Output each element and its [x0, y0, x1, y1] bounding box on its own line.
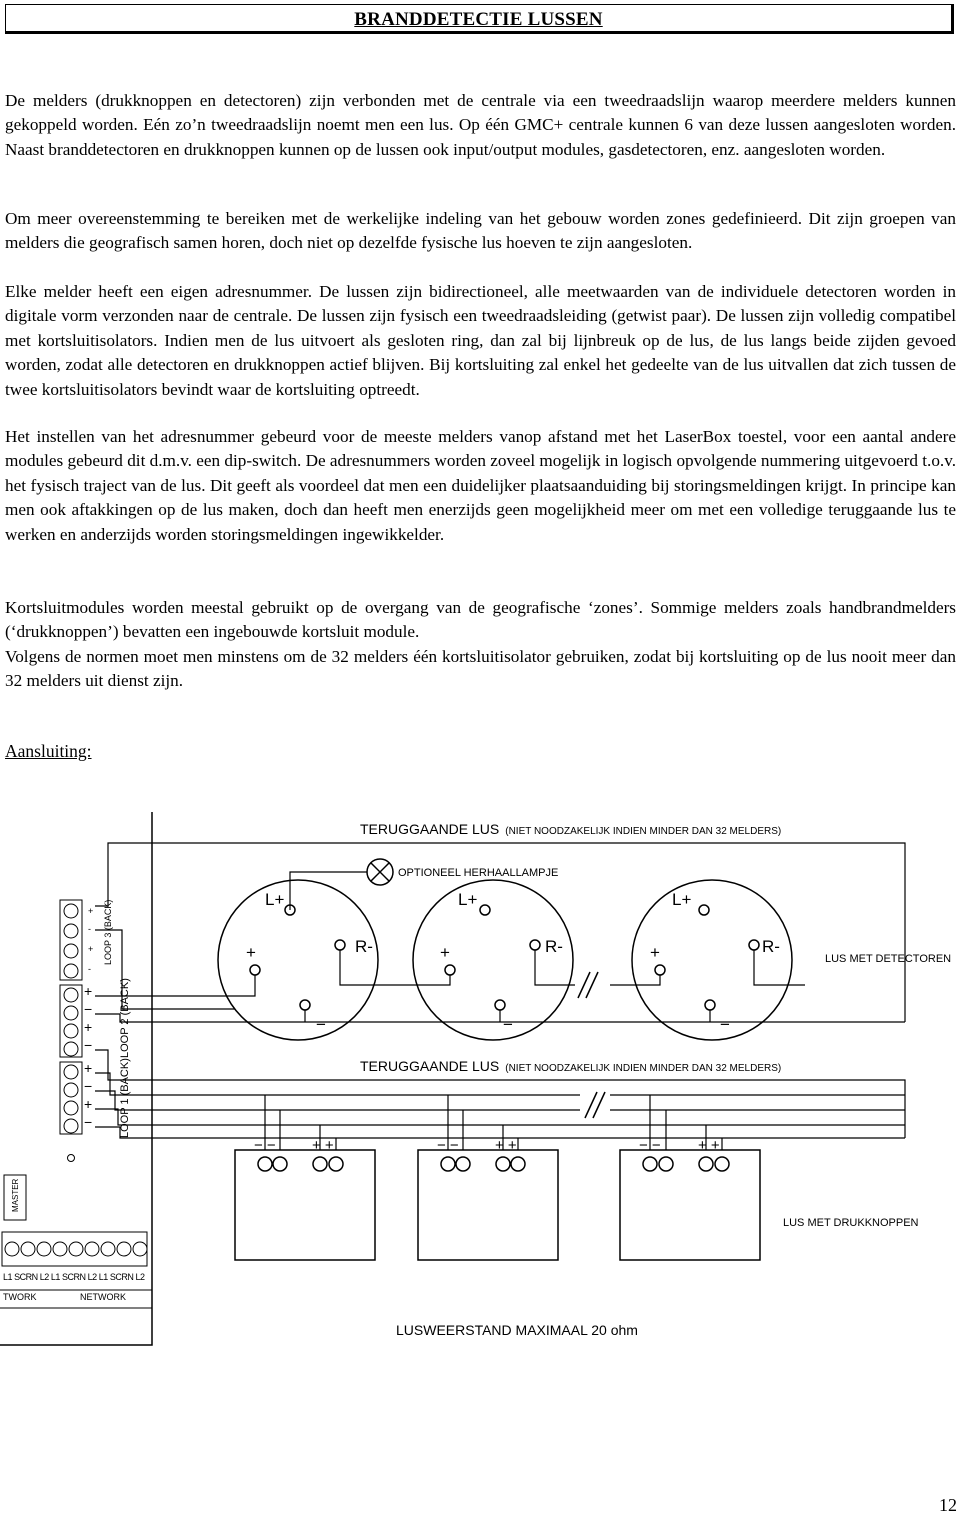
paragraph-short-circuit-modules: Kortsluitmodules worden meestal gebruikt op de overgang van de geografische ‘zones’. Sommige melders zoals handbrandmelders (‘drukknoppen’) bevatten een ingebouwde kortsluit module. [5, 598, 956, 642]
svg-text:+: + [84, 1096, 93, 1112]
page-number: 12 [939, 1495, 957, 1515]
svg-text:-: - [88, 924, 91, 934]
paragraph-intro: De melders (drukknoppen en detectoren) zijn verbonden met de centrale via een tweedraadslijn waarop meerdere melders kunnen gekoppeld worden. Eén zo’n tweedraadslijn noemt men een lus. Op één GMC+ centrale kunnen 6 van deze lussen aangesloten worden. Naast branddetectoren en drukknoppen kunnen op de lussen ook input/output modules, gasdetectoren, enz. aangesloten worden. [5, 91, 956, 159]
return-loop-label-top: TERUGGAANDE LUS (NIET NOODZAKELIJK INDIEN MINDER DAN 32 MELDERS) [360, 821, 782, 837]
terminal-polarity-signs [84, 906, 93, 1130]
terminal-labels: L1 SCRN L2 L1 SCRN L2 L1 SCRN L2 [3, 1272, 145, 1282]
master-label: MASTER [11, 1178, 20, 1212]
svg-text:+: + [84, 1060, 93, 1076]
paragraph-address-setting: Het instellen van het adresnummer gebeurd voor de meeste melders vanop afstand met het LaserBox toestel, voor een aantal andere modules gebeurd dit d.m.v. een dip-switch. De adresnummers worden zoveel mogelijk in logisch opvolgende nummering uitgevoerd t.o.v. het fysisch traject van de lus. Dit geeft als voordeel dat men een duidelijker plaatsaanduiding bij storingsmeldingen krijgt. In principe kan men ook aftakkingen op de lus maken, doch dan heeft men enerzijds geen mogelijkheid meer om met een volledige teruggaande lus te werken en anderzijds worden storingsmeldingen ingewikkelder. [5, 427, 956, 544]
svg-text:R-: R- [355, 937, 373, 956]
svg-text:+: + [650, 943, 660, 962]
svg-text:−: − [720, 1015, 730, 1034]
call-point-1 [235, 1150, 375, 1260]
resistance-note: LUSWEERSTAND MAXIMAAL 20 ohm [396, 1322, 638, 1338]
svg-text:− −: − − [437, 1137, 459, 1154]
svg-text:+: + [84, 1019, 93, 1035]
call-point-2 [418, 1150, 558, 1260]
loop1-terminals [60, 1062, 82, 1134]
paragraph-addresses: Elke melder heeft een eigen adresnummer. De lussen zijn bidirectioneel, alle meetwaarden van de individuele detectoren worden in digitale vorm verzonden naar de centrale. De lussen zijn fysisch een tweedraadsleiding (getwist paar). De lussen zijn volledig compatibel met kortsluitisolators. Indien men de lus uitvoert als gesloten ring, dan zal bij lijnbreuk op de lus, de lus langs beide zijden gevoed worden, zodat alle detectoren en drukknoppen actief blijven. Bij kortsluiting zal enkel het gedeelte van de lus uitvallen dat zich tussen de twee kortsluitisolators bevindt waar de kortsluiting optreedt. [5, 282, 956, 399]
button-loop-label: LUS MET DRUKKNOPPEN [783, 1217, 919, 1229]
wiring-diagram [0, 800, 960, 1360]
detector-base-1 [218, 880, 378, 1040]
loop3-terminals [60, 900, 82, 980]
svg-text:+: + [88, 906, 94, 916]
detector-loop-break [578, 972, 598, 998]
svg-text:+: + [246, 943, 256, 962]
svg-text:+ +: + + [495, 1137, 517, 1154]
svg-text:-: - [88, 964, 91, 974]
svg-text:R-: R- [762, 937, 780, 956]
section-heading: Aansluiting: [5, 741, 92, 761]
svg-text:L+: L+ [458, 890, 478, 909]
svg-text:− −: − − [254, 1137, 276, 1154]
svg-text:R-: R- [545, 937, 563, 956]
svg-text:−: − [84, 1114, 93, 1130]
svg-text:+: + [440, 943, 450, 962]
svg-text:−: − [84, 1037, 93, 1053]
svg-text:+: + [88, 944, 94, 954]
detector-base-2 [413, 880, 573, 1040]
svg-text:−: − [84, 1078, 93, 1094]
svg-text:−: − [503, 1015, 513, 1034]
svg-text:− −: − − [639, 1137, 661, 1154]
return-loop-label-bottom: TERUGGAANDE LUS (NIET NOODZAKELIJK INDIEN MINDER DAN 32 MELDERS) [360, 1058, 782, 1074]
network-left-label: TWORK [3, 1292, 37, 1302]
loop2-label: LOOP 2 (BACK) [119, 978, 131, 1058]
svg-text:+ +: + + [698, 1137, 720, 1154]
svg-text:−: − [84, 1001, 93, 1017]
panel-screw [68, 1155, 75, 1162]
paragraph-zones: Om meer overeenstemming te bereiken met de werkelijke indeling van het gebouw worden zones gedefinieerd. Dit zijn groepen van melders die geografisch samen horen, doch niet op dezelfde fysische lus hoeven te zijn aangesloten. [5, 209, 956, 253]
detector-loop-wires [95, 930, 905, 1022]
button-loop-break [585, 1092, 605, 1118]
call-point-polarity-signs [254, 1137, 720, 1154]
network-terminal-strip [2, 1232, 147, 1266]
loop1-label: LOOP 1 (BACK) [119, 1058, 131, 1138]
detector-loop-label: LUS MET DETECTOREN [825, 953, 952, 965]
page-title-box [5, 4, 954, 34]
svg-text:+ +: + + [312, 1137, 334, 1154]
loop3-label: LOOP 3 (BACK) [103, 899, 113, 965]
svg-text:−: − [316, 1015, 326, 1034]
svg-text:L+: L+ [265, 890, 285, 909]
loop2-terminals [60, 985, 82, 1057]
optional-lamp-label: OPTIONEEL HERHAALLAMPJE [398, 867, 559, 879]
svg-text:L+: L+ [672, 890, 692, 909]
network-right-label: NETWORK [80, 1292, 126, 1302]
svg-text:+: + [84, 983, 93, 999]
call-point-3 [620, 1150, 760, 1260]
page-title: BRANDDETECTIE LUSSEN [354, 9, 603, 30]
paragraph-standards: Volgens de normen moet men minstens om de 32 melders één kortsluitisolator gebruiken, zodat bij kortsluiting op de lus nooit meer dan 32 melders uit dienst zijn. [5, 647, 956, 691]
